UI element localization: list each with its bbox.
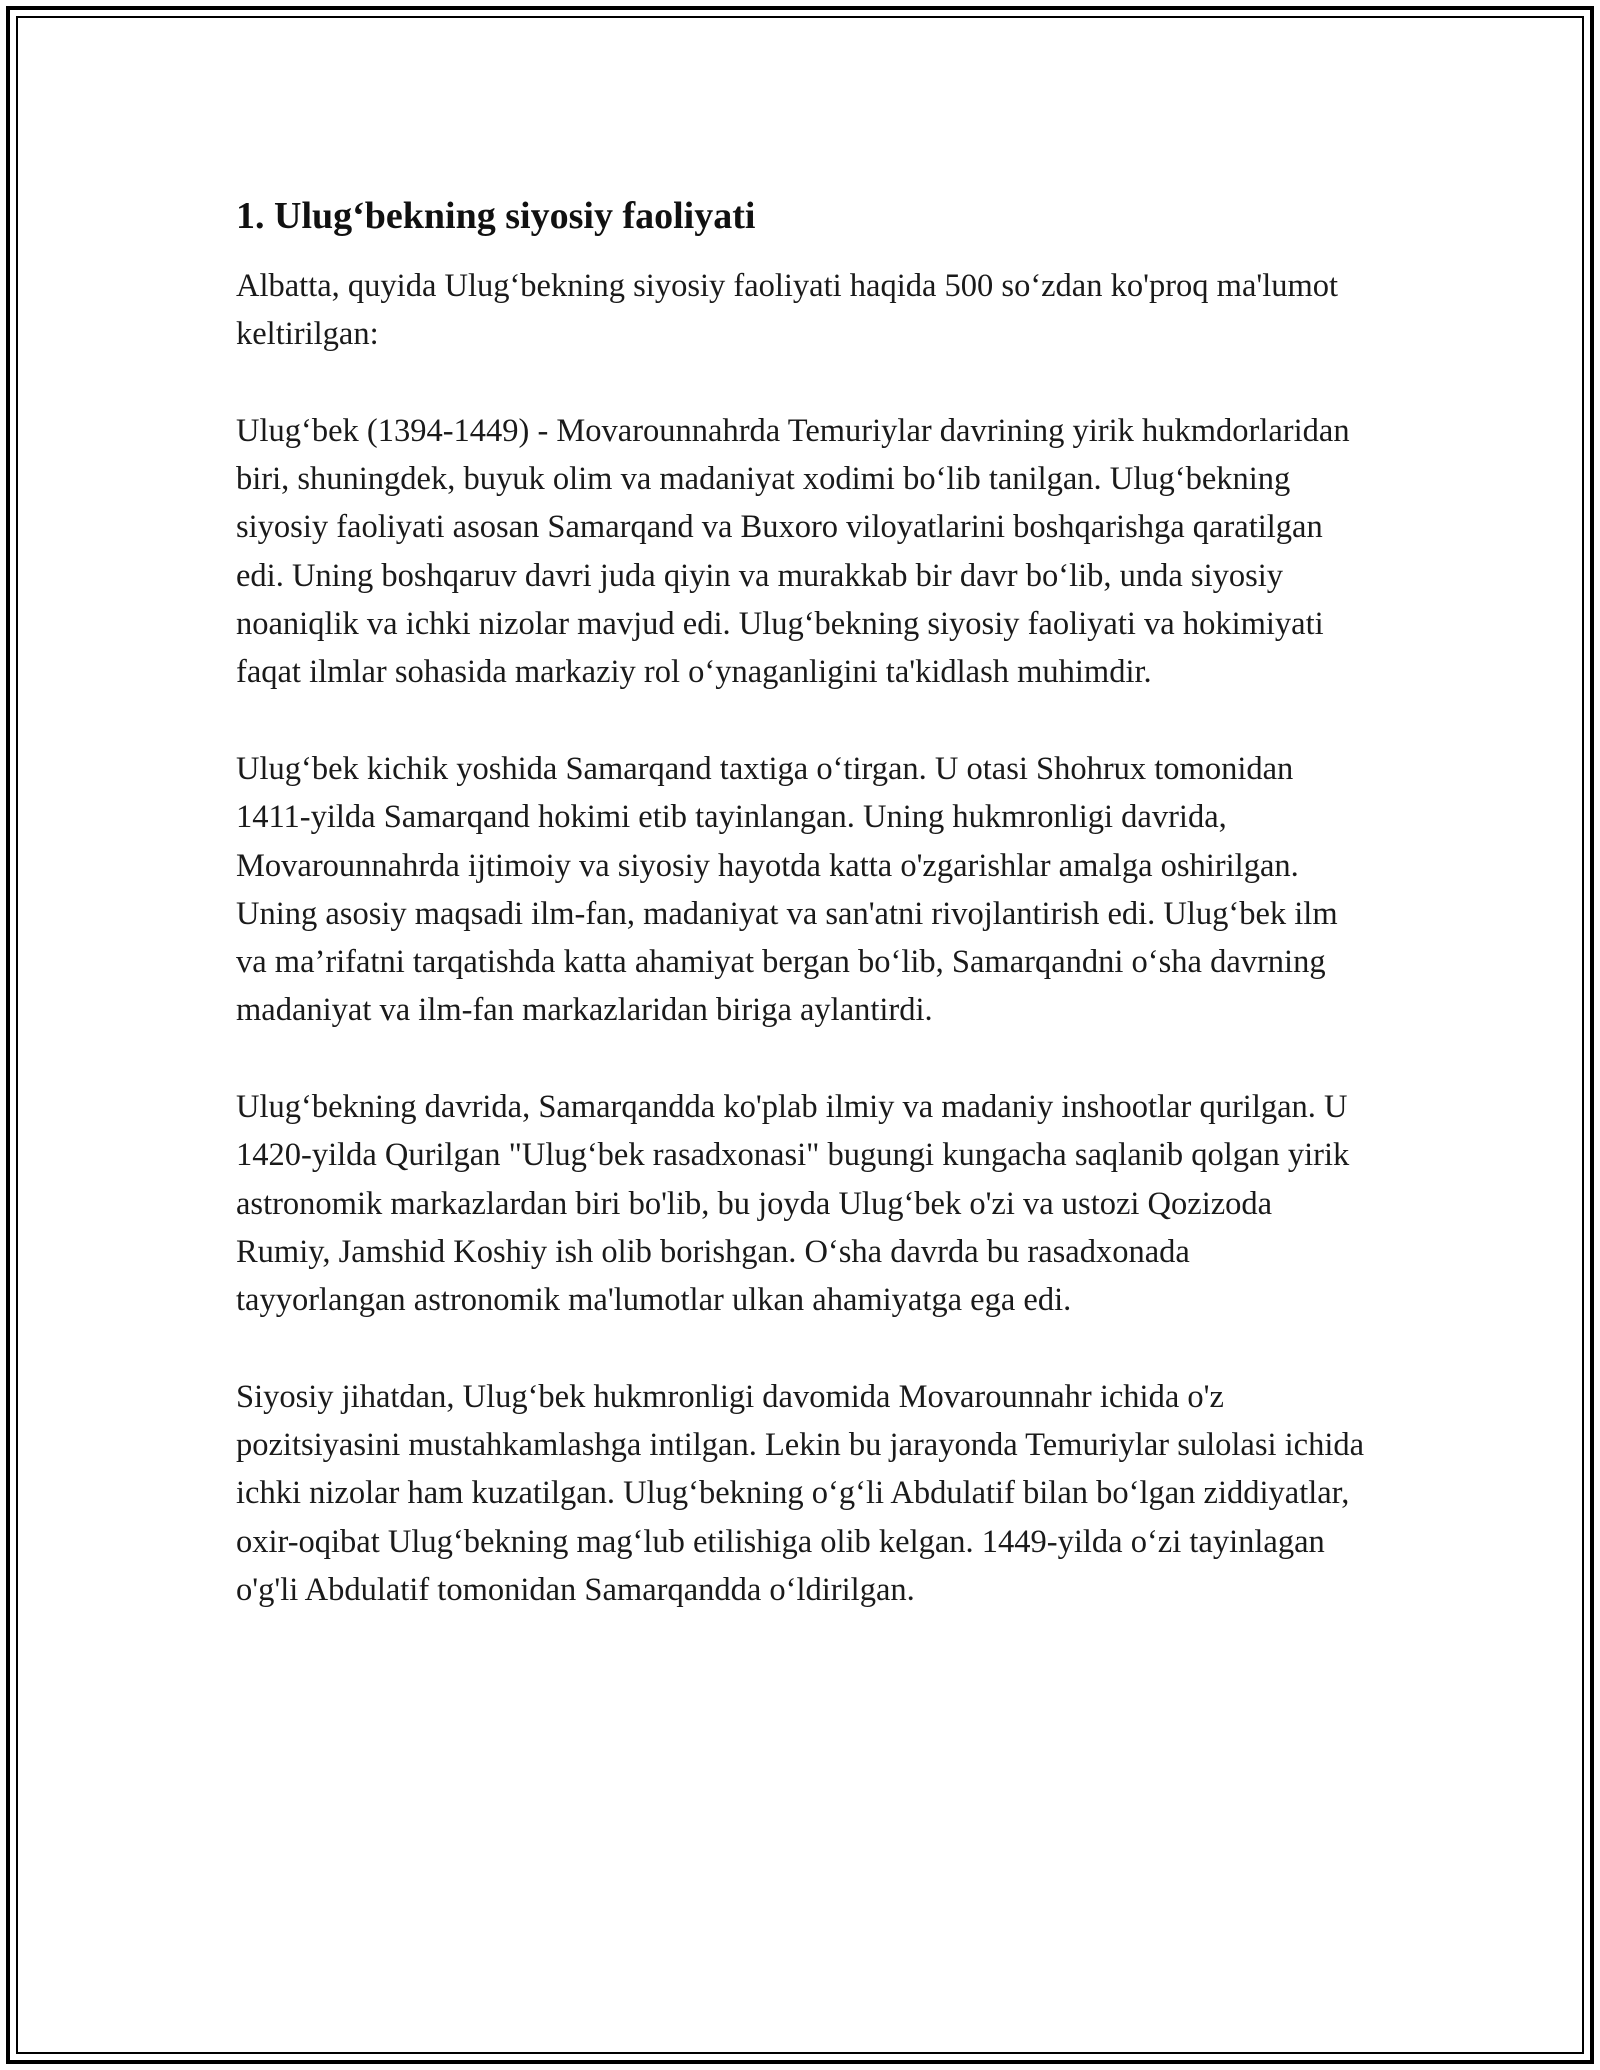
document-title: 1. Ulug‘bekning siyosiy faoliyati [236,195,756,237]
document-body [236,190,1366,1614]
paragraph-biography: Ulug‘bek (1394-1449) - Movarounnahrda Temuriylar davrining yirik hukmdorlaridan biri, shuningdek, buyuk olim va madaniyat xodimi bo‘lib tanilgan. Ulug‘bekning siyosiy faoliyati asosan Samarqand va Buxoro viloyatlarini boshqarishga qaratilgan edi. Uning boshqaruv davri juda qiyin va murakkab bir davr bo‘lib, unda siyosiy noaniqlik va ichki nizolar mavjud edi. Ulug‘bekning siyosiy faoliyati va hokimiyati faqat ilmlar sohasida markaziy rol o‘ynaganligini ta'kidlash muhimdir. [236,412,1350,691]
paragraph-reign: Ulug‘bek kichik yoshida Samarqand taxtiga o‘tirgan. U otasi Shohrux tomonidan 1411-yilda Samarqand hokimi etib tayinlangan. Uning hukmronligi davrida, Movarounnahrda ijtimoiy va siyosiy hayotda katta o'zgarishlar amalga oshirilgan. Uning asosiy maqsadi ilm-fan, madaniyat va san'atni rivojlantirish edi. Ulug‘bek ilm va ma’rifatni tarqatishda katta ahamiyat bergan bo‘lib, Samarqandni o‘sha davrning madaniyat va ilm-fan markazlaridan biriga aylantirdi. [236,750,1338,1029]
paragraph-politics: Siyosiy jihatdan, Ulug‘bek hukmronligi davomida Movarounnahr ichida o'z pozitsiyasini mustahkamlashga intilgan. Lekin bu jarayonda Temuriylar sulolasi ichida ichki nizolar ham kuzatilgan. Ulug‘bekning o‘g‘li Abdulatif bilan bo‘lgan ziddiyatlar, oxir-oqibat Ulug‘bekning mag‘lub etilishiga olib kelgan. 1449-yilda o‘zi tayinlagan o'g'li Abdulatif tomonidan Samarqandda o‘ldirilgan. [236,1378,1365,1609]
paragraph-intro: Albatta, quyida Ulug‘bekning siyosiy faoliyati haqida 500 so‘zdan ko'proq ma'lumot keltirilgan: [236,268,1339,353]
paragraph-observatory: Ulug‘bekning davrida, Samarqandda ko'plab ilmiy va madaniy inshootlar qurilgan. U 1420-yilda Qurilgan "Ulug‘bek rasadxonasi" bugungi kungacha saqlanib qolgan yirik astronomik markazlardan biri bo'lib, bu joyda Ulug‘bek o'zi va ustozi Qozizoda Rumiy, Jamshid Koshiy ish olib borishgan. O‘sha davrda bu rasadxonada tayyorlangan astronomik ma'lumotlar ulkan ahamiyatga ega edi. [236,1089,1350,1319]
